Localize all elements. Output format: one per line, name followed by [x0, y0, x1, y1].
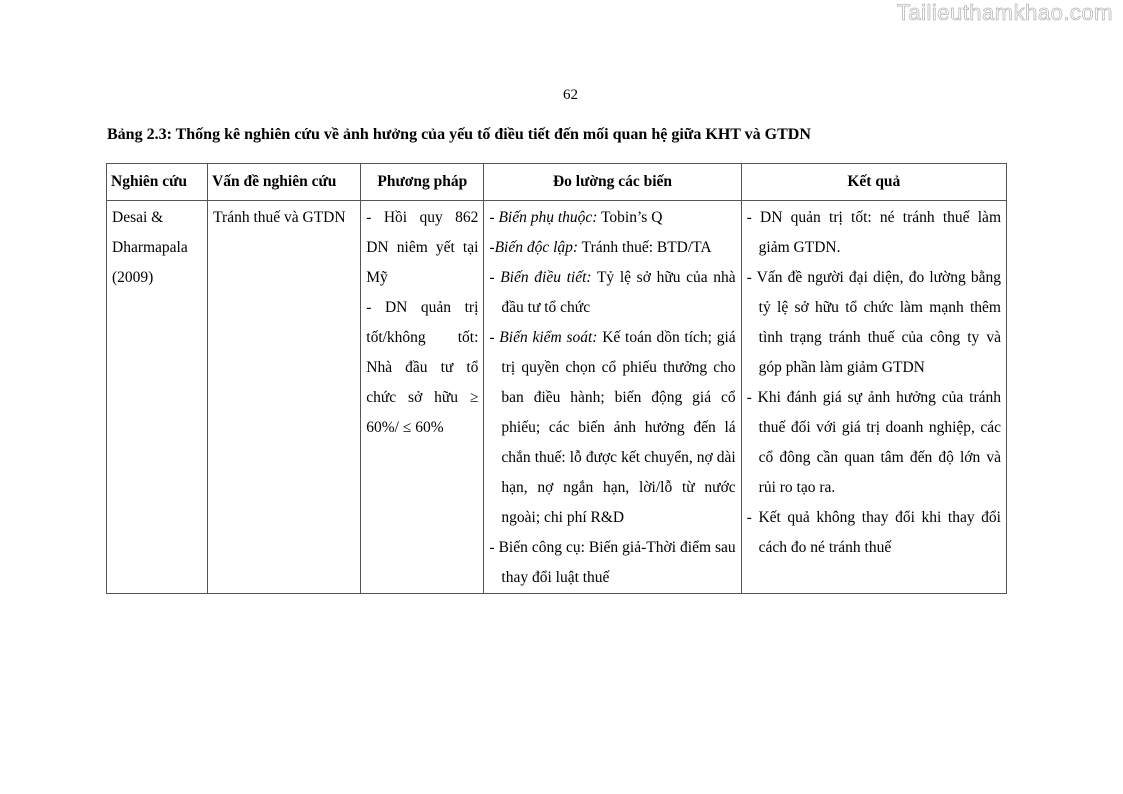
measure-item — [489, 263, 735, 323]
cell-measures — [484, 201, 741, 594]
measure-label: Biến độc lập: — [494, 239, 579, 256]
study-line: Dharmapala — [112, 239, 188, 256]
measure-text: Tránh thuế: BTD/TA — [578, 239, 712, 256]
issue-text: Tránh thuế và GTDN — [213, 209, 346, 226]
measure-label: Biến phụ thuộc: — [498, 209, 598, 226]
study-line: Desai & — [112, 209, 164, 226]
measure-prefix: - — [489, 269, 501, 286]
cell-issue — [208, 201, 361, 594]
cell-method — [361, 201, 484, 594]
measure-prefix: - — [489, 329, 500, 346]
header-study: Nghiên cứu — [107, 164, 208, 201]
header-issue: Vấn đề nghiên cứu — [208, 164, 361, 201]
measure-prefix: - — [489, 539, 499, 556]
measure-item — [489, 203, 735, 233]
method-item: - Hồi quy 862 DN niêm yết tại Mỹ — [366, 209, 479, 286]
measure-item — [489, 233, 735, 263]
header-method: Phương pháp — [361, 164, 484, 201]
measure-item — [489, 533, 735, 593]
result-item: - Khi đánh giá sự ảnh hưởng của tránh thuế đối với giá trị doanh nghiệp, các cổ đông cần quan tâm đến độ lớn và rủi ro tạo ra. — [746, 389, 1001, 496]
result-item: - Kết quả không thay đổi khi thay đổi cách đo né tránh thuế — [746, 509, 1001, 556]
result-item: - DN quản trị tốt: né tránh thuế làm giảm GTDN. — [746, 209, 1001, 256]
cell-results — [741, 201, 1006, 594]
table-caption: Bảng 2.3: Thống kê nghiên cứu về ảnh hưởng của yếu tố điều tiết đến mối quan hệ giữa KHT và GTDN — [107, 126, 811, 143]
header-measures: Đo lường các biến — [484, 164, 741, 201]
study-line: (2009) — [112, 269, 154, 286]
method-item: - DN quản trị tốt/không tốt: Nhà đầu tư tổ chức sở hữu ≥ 60%/ ≤ 60% — [366, 299, 479, 436]
measure-label: Biến kiểm soát: — [499, 329, 598, 346]
measure-label: Biến điều tiết: — [500, 269, 592, 286]
header-results: Kết quả — [741, 164, 1006, 201]
measure-prefix: - — [489, 209, 499, 226]
page-number: 62 — [563, 87, 578, 103]
measure-item — [489, 323, 735, 533]
measure-text: Tobin’s Q — [597, 209, 663, 226]
table-header-row — [107, 164, 1007, 201]
measure-text: Kế toán dồn tích; giá trị quyền chọn cổ phiếu thưởng cho ban điều hành; biến động giá cổ phiếu; các biến ảnh hưởng đến lá chắn thuế: lỗ được kết chuyển, nợ dài hạn, nợ ngắn hạn, lời/lỗ từ nước ngoài; chi phí R&D — [501, 329, 736, 526]
measure-text: Biến công cụ: Biến giả-Thời điểm sau thay đổi luật thuế — [498, 539, 736, 586]
measure-prefix: - — [489, 239, 495, 256]
cell-study — [107, 201, 208, 594]
research-table — [106, 163, 1007, 594]
result-item: - Vấn đề người đại diện, đo lường bằng tỷ lệ sở hữu tổ chức làm mạnh thêm tình trạng tránh thuế của công ty và góp phần làm giảm GTDN — [746, 269, 1001, 376]
table-row — [107, 201, 1007, 594]
measure-text: Tỷ lệ sở hữu của nhà đầu tư tổ chức — [501, 269, 736, 316]
watermark: Tailieuthamkhao.com — [896, 0, 1113, 25]
